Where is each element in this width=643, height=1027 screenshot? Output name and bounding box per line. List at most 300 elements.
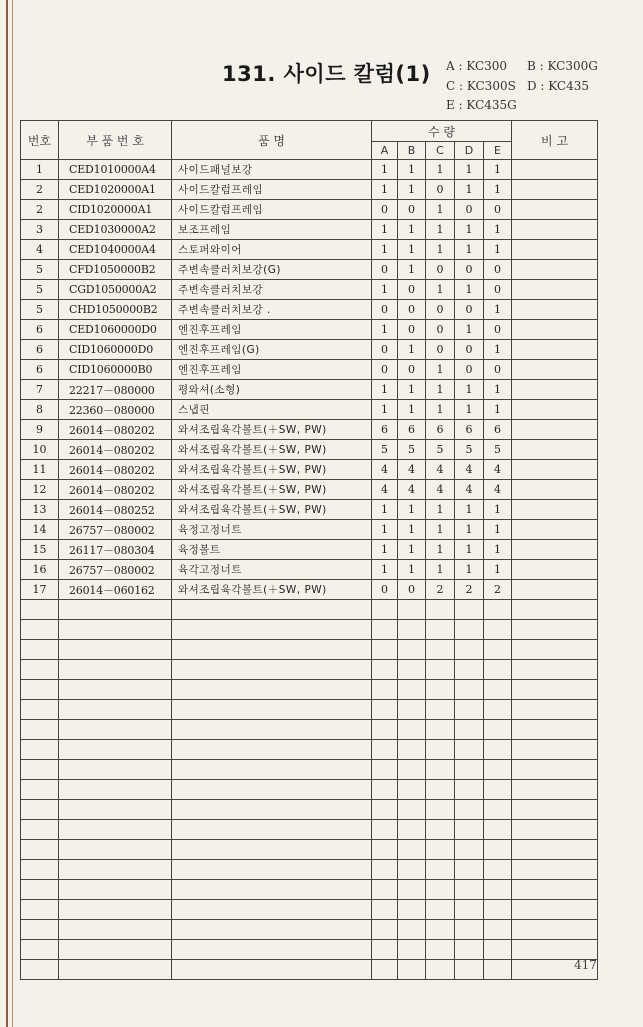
qty-a: 1 xyxy=(372,560,398,580)
qty-c xyxy=(426,620,455,640)
row-number: 12 xyxy=(21,480,59,500)
qty-e xyxy=(484,640,512,660)
remarks-cell xyxy=(512,480,598,500)
table-row xyxy=(21,800,598,820)
part-number: 26014－080202 xyxy=(59,480,172,500)
row-number xyxy=(21,680,59,700)
table-row xyxy=(21,820,598,840)
qty-a xyxy=(372,660,398,680)
qty-a: 1 xyxy=(372,520,398,540)
qty-c: 1 xyxy=(426,240,455,260)
qty-c: 2 xyxy=(426,580,455,600)
qty-c: 1 xyxy=(426,500,455,520)
qty-b xyxy=(398,760,426,780)
qty-c xyxy=(426,800,455,820)
qty-b: 0 xyxy=(398,300,426,320)
parts-table-body xyxy=(21,160,598,980)
qty-a xyxy=(372,880,398,900)
qty-c: 1 xyxy=(426,200,455,220)
qty-e: 1 xyxy=(484,540,512,560)
part-name xyxy=(172,760,372,780)
row-number xyxy=(21,820,59,840)
row-number: 14 xyxy=(21,520,59,540)
qty-d: 1 xyxy=(455,220,484,240)
qty-d xyxy=(455,920,484,940)
qty-c xyxy=(426,740,455,760)
qty-a xyxy=(372,780,398,800)
header-remarks: 비 고 xyxy=(512,121,598,160)
remarks-cell xyxy=(512,620,598,640)
qty-a: 1 xyxy=(372,160,398,180)
qty-d: 2 xyxy=(455,580,484,600)
qty-c xyxy=(426,780,455,800)
qty-b xyxy=(398,680,426,700)
remarks-cell xyxy=(512,360,598,380)
table-row xyxy=(21,720,598,740)
table-row xyxy=(21,660,598,680)
row-number xyxy=(21,880,59,900)
qty-b xyxy=(398,660,426,680)
qty-c xyxy=(426,920,455,940)
qty-c xyxy=(426,660,455,680)
remarks-cell xyxy=(512,860,598,880)
part-number xyxy=(59,600,172,620)
header-qty-e: E xyxy=(484,142,512,160)
qty-d xyxy=(455,820,484,840)
qty-e: 0 xyxy=(484,260,512,280)
row-number xyxy=(21,860,59,880)
part-name xyxy=(172,940,372,960)
row-number: 13 xyxy=(21,500,59,520)
part-name: 스토퍼와이어 xyxy=(172,240,372,260)
part-name xyxy=(172,660,372,680)
table-row xyxy=(21,360,598,380)
part-number: 26757－080002 xyxy=(59,560,172,580)
qty-b: 1 xyxy=(398,520,426,540)
qty-c: 1 xyxy=(426,560,455,580)
part-name xyxy=(172,960,372,980)
qty-d: 5 xyxy=(455,440,484,460)
row-number: 10 xyxy=(21,440,59,460)
qty-e xyxy=(484,900,512,920)
qty-c: 6 xyxy=(426,420,455,440)
qty-b: 1 xyxy=(398,240,426,260)
qty-a: 0 xyxy=(372,200,398,220)
row-number xyxy=(21,780,59,800)
part-number xyxy=(59,780,172,800)
table-row xyxy=(21,420,598,440)
remarks-cell xyxy=(512,240,598,260)
part-number: CED1040000A4 xyxy=(59,240,172,260)
qty-c: 0 xyxy=(426,320,455,340)
qty-c xyxy=(426,600,455,620)
remarks-cell xyxy=(512,760,598,780)
remarks-cell xyxy=(512,200,598,220)
header-qty-a: A xyxy=(372,142,398,160)
part-name xyxy=(172,840,372,860)
qty-a xyxy=(372,620,398,640)
part-name: 와셔조립육각볼트(＋SW, PW) xyxy=(172,480,372,500)
table-row xyxy=(21,440,598,460)
remarks-cell xyxy=(512,800,598,820)
qty-e xyxy=(484,800,512,820)
table-row xyxy=(21,960,598,980)
qty-e xyxy=(484,940,512,960)
part-number xyxy=(59,740,172,760)
table-row xyxy=(21,500,598,520)
qty-d xyxy=(455,700,484,720)
qty-a: 1 xyxy=(372,280,398,300)
part-number: CED1060000D0 xyxy=(59,320,172,340)
part-name: 와셔조립육각볼트(＋SW, PW) xyxy=(172,580,372,600)
part-name xyxy=(172,900,372,920)
part-name: 와셔조립육각볼트(＋SW, PW) xyxy=(172,440,372,460)
part-name xyxy=(172,880,372,900)
qty-d: 1 xyxy=(455,520,484,540)
row-number xyxy=(21,620,59,640)
remarks-cell xyxy=(512,180,598,200)
row-number xyxy=(21,600,59,620)
part-number xyxy=(59,720,172,740)
qty-e: 1 xyxy=(484,520,512,540)
qty-a: 4 xyxy=(372,480,398,500)
qty-e: 0 xyxy=(484,280,512,300)
qty-a xyxy=(372,940,398,960)
qty-b xyxy=(398,960,426,980)
qty-b: 1 xyxy=(398,380,426,400)
qty-a xyxy=(372,860,398,880)
row-number: 11 xyxy=(21,460,59,480)
qty-b: 0 xyxy=(398,580,426,600)
qty-d: 1 xyxy=(455,540,484,560)
remarks-cell xyxy=(512,320,598,340)
qty-e: 1 xyxy=(484,500,512,520)
qty-a: 6 xyxy=(372,420,398,440)
table-row xyxy=(21,340,598,360)
part-number xyxy=(59,820,172,840)
qty-b xyxy=(398,700,426,720)
part-number: 22360－080000 xyxy=(59,400,172,420)
qty-c: 1 xyxy=(426,520,455,540)
qty-d: 4 xyxy=(455,460,484,480)
qty-a: 4 xyxy=(372,460,398,480)
qty-c: 1 xyxy=(426,400,455,420)
qty-b: 1 xyxy=(398,540,426,560)
remarks-cell xyxy=(512,260,598,280)
qty-c xyxy=(426,820,455,840)
qty-b xyxy=(398,920,426,940)
part-number: CED1010000A4 xyxy=(59,160,172,180)
qty-a xyxy=(372,680,398,700)
remarks-cell xyxy=(512,520,598,540)
part-number: 26117－080304 xyxy=(59,540,172,560)
table-row xyxy=(21,580,598,600)
part-name: 평와셔(소형) xyxy=(172,380,372,400)
part-name: 사이드패널보강 xyxy=(172,160,372,180)
row-number: 6 xyxy=(21,340,59,360)
qty-a: 1 xyxy=(372,380,398,400)
qty-b xyxy=(398,740,426,760)
remarks-cell xyxy=(512,440,598,460)
qty-d: 1 xyxy=(455,180,484,200)
remarks-cell xyxy=(512,900,598,920)
row-number: 8 xyxy=(21,400,59,420)
qty-a: 1 xyxy=(372,540,398,560)
qty-d xyxy=(455,800,484,820)
qty-d: 1 xyxy=(455,380,484,400)
table-row xyxy=(21,860,598,880)
row-number: 1 xyxy=(21,160,59,180)
part-number xyxy=(59,840,172,860)
table-row xyxy=(21,920,598,940)
remarks-cell xyxy=(512,660,598,680)
qty-e: 1 xyxy=(484,300,512,320)
qty-b: 1 xyxy=(398,260,426,280)
qty-c xyxy=(426,760,455,780)
qty-a: 1 xyxy=(372,180,398,200)
remarks-cell xyxy=(512,580,598,600)
qty-b xyxy=(398,940,426,960)
qty-a: 0 xyxy=(372,300,398,320)
qty-a: 5 xyxy=(372,440,398,460)
qty-b xyxy=(398,720,426,740)
header-qty-d: D xyxy=(455,142,484,160)
qty-b xyxy=(398,900,426,920)
qty-e: 1 xyxy=(484,160,512,180)
qty-c: 1 xyxy=(426,220,455,240)
qty-e: 0 xyxy=(484,320,512,340)
row-number: 2 xyxy=(21,180,59,200)
qty-b: 1 xyxy=(398,220,426,240)
qty-a xyxy=(372,920,398,940)
row-number: 15 xyxy=(21,540,59,560)
qty-e: 1 xyxy=(484,240,512,260)
qty-a: 0 xyxy=(372,260,398,280)
qty-c xyxy=(426,960,455,980)
qty-b: 1 xyxy=(398,500,426,520)
part-number: CED1020000A1 xyxy=(59,180,172,200)
qty-c: 0 xyxy=(426,340,455,360)
remarks-cell xyxy=(512,880,598,900)
remarks-cell xyxy=(512,700,598,720)
qty-d xyxy=(455,660,484,680)
qty-d xyxy=(455,960,484,980)
part-number: CFD1050000B2 xyxy=(59,260,172,280)
qty-c xyxy=(426,840,455,860)
part-name: 주변속클러치보강 xyxy=(172,280,372,300)
qty-e xyxy=(484,720,512,740)
table-row xyxy=(21,760,598,780)
row-number xyxy=(21,700,59,720)
qty-b: 0 xyxy=(398,200,426,220)
qty-e: 0 xyxy=(484,200,512,220)
qty-a: 1 xyxy=(372,220,398,240)
qty-a xyxy=(372,900,398,920)
table-row xyxy=(21,780,598,800)
qty-a xyxy=(372,840,398,860)
table-row xyxy=(21,560,598,580)
row-number xyxy=(21,640,59,660)
table-row xyxy=(21,520,598,540)
qty-b xyxy=(398,800,426,820)
qty-e: 2 xyxy=(484,580,512,600)
model-legend-b: B : KC300G xyxy=(527,59,598,73)
qty-b: 5 xyxy=(398,440,426,460)
qty-e xyxy=(484,660,512,680)
part-number xyxy=(59,860,172,880)
qty-c xyxy=(426,700,455,720)
part-number: CGD1050000A2 xyxy=(59,280,172,300)
qty-e: 1 xyxy=(484,380,512,400)
part-number xyxy=(59,620,172,640)
part-name: 엔진후프레임 xyxy=(172,360,372,380)
part-number: CID1060000B0 xyxy=(59,360,172,380)
qty-c xyxy=(426,640,455,660)
table-row xyxy=(21,280,598,300)
remarks-cell xyxy=(512,940,598,960)
table-row xyxy=(21,320,598,340)
binding-margin-line xyxy=(6,0,8,1027)
part-number xyxy=(59,640,172,660)
qty-e: 1 xyxy=(484,560,512,580)
part-name: 사이드칼럼프레임 xyxy=(172,200,372,220)
row-number: 3 xyxy=(21,220,59,240)
row-number: 5 xyxy=(21,280,59,300)
remarks-cell xyxy=(512,280,598,300)
qty-a: 1 xyxy=(372,320,398,340)
qty-c: 0 xyxy=(426,180,455,200)
table-row xyxy=(21,640,598,660)
remarks-cell xyxy=(512,420,598,440)
qty-e xyxy=(484,600,512,620)
part-name xyxy=(172,860,372,880)
header-name: 품 명 xyxy=(172,121,372,160)
qty-d: 6 xyxy=(455,420,484,440)
qty-a xyxy=(372,600,398,620)
part-number: CID1060000D0 xyxy=(59,340,172,360)
part-number: 26757－080002 xyxy=(59,520,172,540)
part-number: CHD1050000B2 xyxy=(59,300,172,320)
part-name xyxy=(172,740,372,760)
part-name xyxy=(172,780,372,800)
qty-d xyxy=(455,760,484,780)
table-row xyxy=(21,460,598,480)
qty-d: 0 xyxy=(455,260,484,280)
remarks-cell xyxy=(512,600,598,620)
qty-a: 1 xyxy=(372,500,398,520)
part-number xyxy=(59,700,172,720)
qty-d xyxy=(455,740,484,760)
qty-a xyxy=(372,820,398,840)
qty-d: 4 xyxy=(455,480,484,500)
qty-d: 0 xyxy=(455,340,484,360)
part-number xyxy=(59,920,172,940)
qty-c: 4 xyxy=(426,480,455,500)
part-number xyxy=(59,660,172,680)
remarks-cell xyxy=(512,300,598,320)
qty-b: 1 xyxy=(398,160,426,180)
qty-b: 0 xyxy=(398,320,426,340)
qty-a: 0 xyxy=(372,340,398,360)
qty-a xyxy=(372,700,398,720)
part-name: 육각고정너트 xyxy=(172,560,372,580)
qty-c: 1 xyxy=(426,540,455,560)
qty-e: 5 xyxy=(484,440,512,460)
part-number xyxy=(59,800,172,820)
remarks-cell xyxy=(512,740,598,760)
row-number xyxy=(21,920,59,940)
part-name: 엔진후프레임(G) xyxy=(172,340,372,360)
qty-e xyxy=(484,920,512,940)
part-name: 사이드칼럼프레임 xyxy=(172,180,372,200)
row-number xyxy=(21,940,59,960)
qty-a: 1 xyxy=(372,240,398,260)
part-number: CID1020000A1 xyxy=(59,200,172,220)
part-name: 와셔조립육각볼트(＋SW, PW) xyxy=(172,460,372,480)
qty-d xyxy=(455,620,484,640)
row-number xyxy=(21,800,59,820)
qty-b: 6 xyxy=(398,420,426,440)
qty-e: 1 xyxy=(484,340,512,360)
qty-b xyxy=(398,780,426,800)
qty-e: 6 xyxy=(484,420,512,440)
header-qty-b: B xyxy=(398,142,426,160)
model-legend-d: D : KC435 xyxy=(527,79,590,93)
qty-d: 0 xyxy=(455,360,484,380)
qty-b xyxy=(398,620,426,640)
qty-e: 1 xyxy=(484,220,512,240)
qty-e xyxy=(484,960,512,980)
remarks-cell xyxy=(512,500,598,520)
qty-d xyxy=(455,880,484,900)
part-number: 26014－080202 xyxy=(59,460,172,480)
table-row xyxy=(21,160,598,180)
qty-e xyxy=(484,880,512,900)
qty-b xyxy=(398,600,426,620)
qty-b xyxy=(398,820,426,840)
part-name xyxy=(172,720,372,740)
qty-c xyxy=(426,680,455,700)
qty-e xyxy=(484,840,512,860)
qty-d xyxy=(455,900,484,920)
row-number xyxy=(21,960,59,980)
part-number xyxy=(59,880,172,900)
row-number xyxy=(21,840,59,860)
header-qty-c: C xyxy=(426,142,455,160)
part-name xyxy=(172,620,372,640)
table-row xyxy=(21,200,598,220)
qty-d xyxy=(455,860,484,880)
qty-e: 4 xyxy=(484,480,512,500)
qty-d: 0 xyxy=(455,200,484,220)
table-row xyxy=(21,300,598,320)
qty-e xyxy=(484,680,512,700)
table-row xyxy=(21,680,598,700)
row-number: 7 xyxy=(21,380,59,400)
remarks-cell xyxy=(512,820,598,840)
table-row xyxy=(21,600,598,620)
qty-d: 1 xyxy=(455,400,484,420)
qty-d: 1 xyxy=(455,240,484,260)
remarks-cell xyxy=(512,720,598,740)
part-number xyxy=(59,940,172,960)
table-row xyxy=(21,220,598,240)
part-name xyxy=(172,640,372,660)
header-row xyxy=(21,121,598,142)
part-name xyxy=(172,600,372,620)
table-row xyxy=(21,740,598,760)
row-number: 4 xyxy=(21,240,59,260)
